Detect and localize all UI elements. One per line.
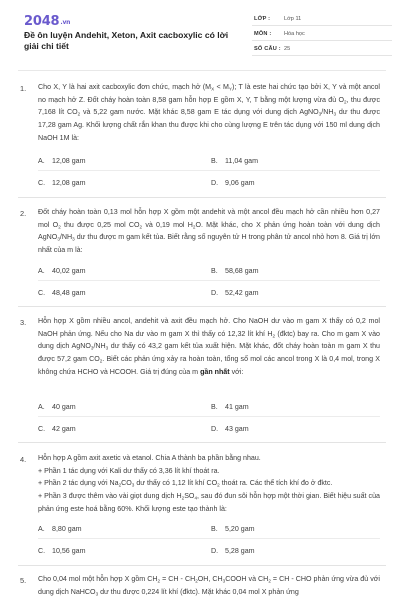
option-divider — [38, 416, 380, 417]
meta-value: 25 — [284, 46, 291, 52]
question-number: 5. — [20, 576, 27, 585]
answer-option[interactable]: C. 10,56 gam — [38, 547, 86, 555]
meta-value: Lớp 11 — [284, 16, 302, 22]
meta-key: LỚP : — [254, 16, 271, 22]
option-divider — [38, 280, 380, 281]
question-text: Hỗn hợp A gồm axit axetic và etanol. Chia A thành ba phần bằng nhau. + Phần 1 tác dụng với Kali dư thấy có 3,36 lít khí thoát ra. + Phần 2 tác dụng với $Na_2CO_3$ dư thấy có 1,12 lít khí $CO_2$ thoát ra. Các thể tích khí đo ở đktc. + Phần 3 được thêm vào vài giọt dung dịch $H_2SO_4$, sau đó đun sôi hỗn hợp một thời gian. Biết hiệu suất của phản ứng este hoá bằng 60%. Khối lượng este tạo thành là: — [38, 454, 380, 513]
header-divider — [18, 70, 386, 71]
meta-row-class — [252, 14, 392, 26]
answer-option[interactable]: A. 12,08 gam — [38, 157, 86, 165]
question-separator — [18, 565, 386, 566]
question-separator — [18, 197, 386, 198]
question-text: Cho 0,04 mol một hỗn hợp X gồm $CH_2$ = CH - $CH_2OH$, $CH_3COOH$ và $CH_2$ = CH - CHO phản ứng vừa đủ với dung dịch NaHCO$_3$ dư thu được 0,224 lít khí (đktc). Mặt khác 0,04 mol X phản ứng — [38, 575, 380, 597]
answer-option[interactable]: D. 43 gam — [211, 425, 249, 433]
question-separator — [18, 306, 386, 307]
answer-option[interactable]: C. 48,48 gam — [38, 289, 86, 297]
document-title: Đề ôn luyện Andehit, Xeton, Axit cacboxylic có lời giải chi tiết — [24, 30, 229, 51]
answer-option[interactable]: A. 40,02 gam — [38, 267, 86, 275]
answer-option[interactable]: B. 5,20 gam — [211, 525, 255, 533]
answer-option[interactable]: D. 52,42 gam — [211, 289, 259, 297]
question-number: 1. — [20, 84, 27, 93]
answer-option[interactable]: D. 5,28 gam — [211, 547, 255, 555]
answer-option[interactable]: B. 11,04 gam — [211, 157, 258, 165]
meta-value: Hóa học — [284, 31, 305, 37]
option-divider — [38, 170, 380, 171]
question-text: Hỗn hợp X gồm nhiều ancol, andehit và axit đều mạch hở. Cho NaOH dư vào m gam X thấy có 0,2 mol NaOH phản ứng. Nếu cho Na dư vào m gam X thì thấy có 12,32 lít khí $H_2$ (đktc) bay ra. Cho m gam X vào dung dịch $AgNO_3/NH_3$ dư thấy có 43,2 gam kết tủa xuất hiện. Mặt khác, đốt cháy hoàn toàn m gam X thu được 57,2 gam $CO_2$. Biết các phản ứng xảy ra hoàn toàn, tổng số mol các ancol trong X là 0,4 mol, trong X không chứa HCHO và HCOOH. Giá trị đúng của m gần nhất với: — [38, 317, 380, 376]
option-divider — [38, 538, 380, 539]
question-text: Cho X, Y là hai axit cacboxylic đơn chức, mạch hở $(M_X < M_Y)$; T là este hai chức tạo bởi X, Y và một ancol no mạch hở Z. Đốt cháy hoàn toàn 8,58 gam hỗn hợp E gồm X, Y, T bằng một lượng vừa đủ $O_2$, thu được 7,168 lít $CO_2$ và 5,22 gam nước. Mặt khác 8,58 gam E tác dụng với dung dịch $AgNO_3/NH_3$ dư thu được 17,28 gam Ag. Khối lượng chất rắn khan thu được khi cho cùng lượng E trên tác dụng với 150 ml dung dịch NaOH 1M là: — [38, 83, 381, 142]
question-separator — [18, 442, 386, 443]
answer-option[interactable]: B. 41 gam — [211, 403, 249, 411]
answer-option[interactable]: A. 40 gam — [38, 403, 76, 411]
answer-option[interactable]: C. 42 gam — [38, 425, 76, 433]
question-number: 4. — [20, 455, 27, 464]
question-text: Đốt cháy hoàn toàn 0,13 mol hỗn hợp X gồm một andehit và một ancol đều mạch hở cần nhiều hơn 0,27 mol $O_2$ thu được 0,25 mol $CO_2$ và 0,19 mol $H_2O$. Mặt khác, cho X phản ứng hoàn toàn với dung dịch $AgNO_3/NH_3$ dư thu được m gam kết tủa. Biết rằng số nguyên tử H trong phân tử ancol nhỏ hơn 8. Giá trị lớn nhất của m là: — [38, 208, 380, 255]
question-number: 3. — [20, 318, 27, 327]
meta-row-count — [252, 44, 392, 56]
meta-key: MÔN : — [254, 31, 272, 37]
answer-option[interactable]: B. 58,68 gam — [211, 267, 259, 275]
meta-key: SỐ CÂU : — [254, 46, 281, 52]
site-logo[interactable]: 2048.vn — [24, 14, 71, 29]
meta-row-subject — [252, 29, 392, 41]
answer-option[interactable]: C. 12,08 gam — [38, 179, 86, 187]
answer-option[interactable]: A. 8,80 gam — [38, 525, 82, 533]
document-header — [0, 0, 400, 76]
answer-option[interactable]: D. 9,06 gam — [211, 179, 255, 187]
question-number: 2. — [20, 209, 27, 218]
